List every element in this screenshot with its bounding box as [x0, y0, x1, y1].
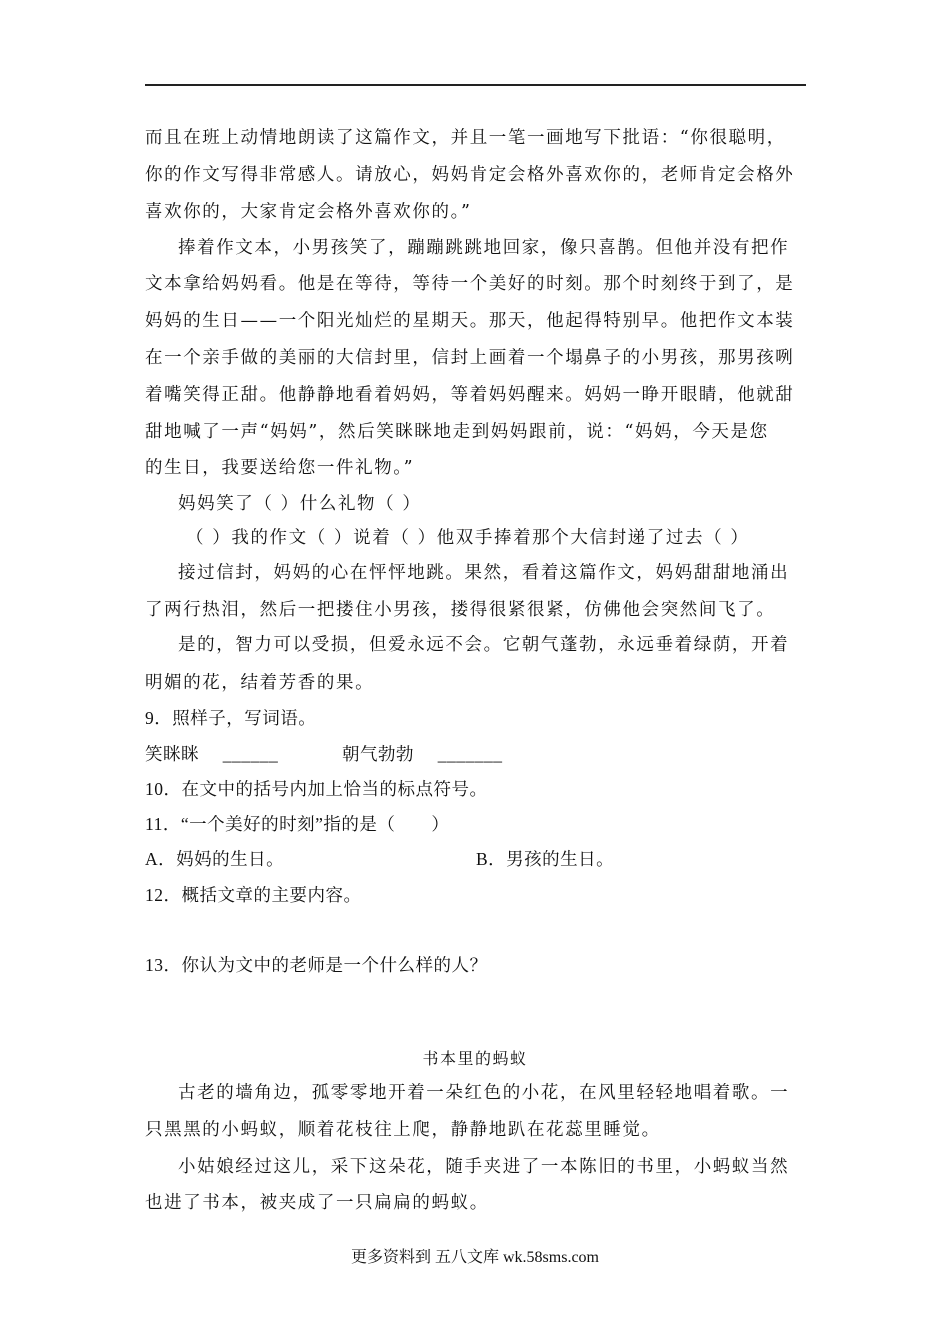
passage-line: 接过信封，妈妈的心在怦怦地跳。果然，看着这篇作文，妈妈甜甜地涌出 — [178, 563, 790, 583]
passage-line: 只黑黑的小蚂蚁，顺着花枝往上爬，静静地趴在花蕊里睡觉。 — [145, 1120, 661, 1140]
passage-line: 捧着作文本，小男孩笑了，蹦蹦跳跳地回家，像只喜鹊。但他并没有把作 — [178, 238, 790, 258]
header-rule — [145, 84, 806, 86]
passage-line: 明媚的花，结着芳香的果。 — [145, 673, 375, 693]
passage-line: 而且在班上动情地朗读了这篇作文，并且一笔一画地写下批语：“你很聪明， — [145, 128, 786, 148]
q9-blank-2[interactable]: _______ — [437, 744, 503, 764]
passage-line: 是的，智力可以受损，但爱永远不会。它朝气蓬勃，永远垂着绿荫，开着 — [178, 635, 790, 655]
passage-line: 小姑娘经过这儿，采下这朵花，随手夹进了一本陈旧的书里，小蚂蚁当然 — [178, 1157, 790, 1177]
passage-line: 你的作文写得非常感人。请放心，妈妈肯定会格外喜欢你的，老师肯定会格外 — [145, 165, 795, 185]
passage-line: 的生日，我要送给您一件礼物。” — [145, 458, 415, 478]
question-10: 10．在文中的括号内加上恰当的标点符号。 — [145, 779, 488, 799]
passage-line: 喜欢你的，大家肯定会格外喜欢你的。” — [145, 202, 472, 222]
passage-line: 妈妈的生日——一个阳光灿烂的星期天。那天，他起得特别早。他把作文本装 — [145, 311, 795, 331]
passage-line: 甜地喊了一声“妈妈”，然后笑眯眯地走到妈妈跟前，说：“妈妈，今天是您 — [145, 422, 769, 442]
passage-line: 文本拿给妈妈看。他是在等待，等待一个美好的时刻。那个时刻终于到了，是 — [145, 274, 795, 294]
q9-blank-1[interactable]: ______ — [222, 744, 279, 764]
passage-line: 着嘴笑得正甜。他静静地看着妈妈，等着妈妈醒来。妈妈一睁开眼睛，他就甜 — [145, 385, 795, 405]
question-9-row — [145, 742, 503, 766]
q9-word-1: 笑眯眯 — [145, 744, 199, 764]
question-11: 11．“一个美好的时刻”指的是（ ） — [145, 814, 450, 834]
passage-line: 也进了书本，被夹成了一只扁扁的蚂蚁。 — [145, 1193, 489, 1213]
question-11-option-b[interactable]: B．男孩的生日。 — [476, 849, 615, 869]
question-13: 13．你认为文中的老师是一个什么样的人？ — [145, 955, 488, 975]
question-11-option-a[interactable]: A．妈妈的生日。 — [145, 849, 285, 869]
passage-line: 了两行热泪，然后一把搂住小男孩，搂得很紧很紧，仿佛他会突然间飞了。 — [145, 600, 776, 620]
q9-word-2: 朝气勃勃 — [342, 744, 414, 764]
passage-line: 妈妈笑了（ ）什么礼物（ ） — [178, 494, 422, 514]
question-9: 9．照样子，写词语。 — [145, 708, 317, 728]
passage-2-title: 书本里的蚂蚁 — [422, 1049, 528, 1068]
passage-line: （ ）我的作文（ ）说着（ ）他双手捧着那个大信封递了过去（ ） — [186, 528, 750, 548]
page-footer: 更多资料到 五八文库 wk.58sms.com — [350, 1249, 599, 1266]
passage-line: 古老的墙角边，孤零零地开着一朵红色的小花，在风里轻轻地唱着歌。一 — [178, 1083, 790, 1103]
passage-line: 在一个亲手做的美丽的大信封里，信封上画着一个塌鼻子的小男孩，那男孩咧 — [145, 348, 795, 368]
question-12: 12．概括文章的主要内容。 — [145, 885, 362, 905]
